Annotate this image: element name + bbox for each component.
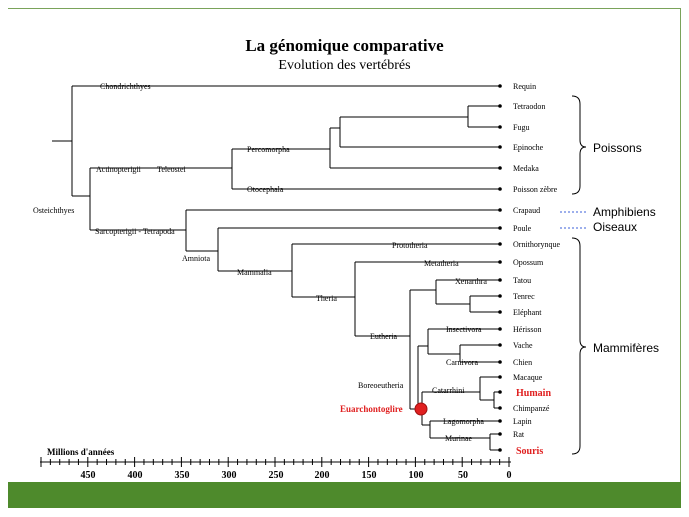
group-label-amphibiens: Amphibiens <box>593 205 656 219</box>
axis-tick-label: 150 <box>361 470 377 481</box>
label-otocephala: Otocephala <box>247 185 284 194</box>
label-eutheria: Eutheria <box>370 332 398 341</box>
axis-label: Millions d'années <box>47 447 115 457</box>
axis-tick-label: 400 <box>127 470 143 481</box>
axis-tick-label: 50 <box>458 470 468 481</box>
axis-tick-label: 200 <box>314 470 330 481</box>
species-label: Tenrec <box>513 292 535 301</box>
label-boreoeutheria: Boreoeutheria <box>358 381 404 390</box>
species-label: Opossum <box>513 258 544 267</box>
group-braces <box>572 96 586 454</box>
label-osteichthyes: Osteichthyes <box>33 206 75 215</box>
species-label: Eléphant <box>513 308 542 317</box>
label-xenarthra: Xenarthra <box>455 277 487 286</box>
species-label-highlight: Souris <box>516 446 544 457</box>
leaf-dots <box>498 84 502 452</box>
species-label: Chimpanzé <box>513 404 550 413</box>
species-label: Medaka <box>513 164 539 173</box>
label-euarchontoglire: Euarchontoglire <box>340 404 403 414</box>
species-label: Fugu <box>513 123 530 132</box>
species-label: Poisson zèbre <box>513 185 558 194</box>
label-catarrhini: Catarrhini <box>432 386 465 395</box>
species-label: Poule <box>513 224 532 233</box>
group-labels <box>593 141 659 355</box>
footer-bar <box>8 482 681 508</box>
group-label-poissons: Poissons <box>593 141 642 155</box>
species-label: Vache <box>513 341 533 350</box>
label-amniota: Amniota <box>182 254 210 263</box>
label-teleostei: Teleostei <box>157 165 186 174</box>
species-label: Hérisson <box>513 325 542 334</box>
axis-tick-label: 300 <box>221 470 237 481</box>
label-percomorpha: Percomorpha <box>247 145 290 154</box>
species-label: Ornithorynque <box>513 240 561 249</box>
group-dashed-links <box>560 212 588 228</box>
group-label-mammiferes: Mammifères <box>593 341 660 355</box>
species-label: Rat <box>513 430 525 439</box>
euarchontoglire-node-marker <box>415 403 427 415</box>
label-actinopterigii: Actinopterigii <box>96 165 141 174</box>
label-carnivora: Carnivora <box>446 358 478 367</box>
label-sarcopterigii: Sarcopterigii - Tetrapoda <box>95 227 175 236</box>
slide-subtitle: Evolution des vertébrés <box>278 58 411 73</box>
label-prototheria: Prototheria <box>392 241 428 250</box>
species-label: Tetraodon <box>513 102 546 111</box>
group-label-oiseaux: Oiseaux <box>593 220 638 234</box>
label-insectivora: Insectivora <box>446 325 482 334</box>
species-label: Macaque <box>513 373 543 382</box>
label-mammalia: Mammalia <box>237 268 272 277</box>
slide-title: La génomique comparative <box>245 36 444 55</box>
label-metatheria: Metatheria <box>424 259 459 268</box>
species-label: Tatou <box>513 276 532 285</box>
tree-branches <box>52 86 500 450</box>
species-label: Chien <box>513 358 533 367</box>
label-lagomorpha: Lagomorpha <box>443 417 484 426</box>
species-label: Epinoche <box>513 143 544 152</box>
axis-tick-label: 350 <box>174 470 190 481</box>
species-label: Lapin <box>513 417 532 426</box>
label-murinae: Murinae <box>445 434 473 443</box>
time-axis <box>40 447 512 481</box>
axis-tick-label: 250 <box>268 470 284 481</box>
label-chondrichthyes: Chondrichthyes <box>100 82 151 91</box>
species-label-highlight: Humain <box>516 388 552 399</box>
label-theria: Theria <box>316 294 337 303</box>
axis-tick-label: 450 <box>80 470 96 481</box>
axis-tick-label: 100 <box>408 470 424 481</box>
species-label: Crapaud <box>513 206 541 215</box>
species-labels <box>513 82 561 457</box>
axis-tick-label: 0 <box>506 470 512 481</box>
species-label: Requin <box>513 82 537 91</box>
